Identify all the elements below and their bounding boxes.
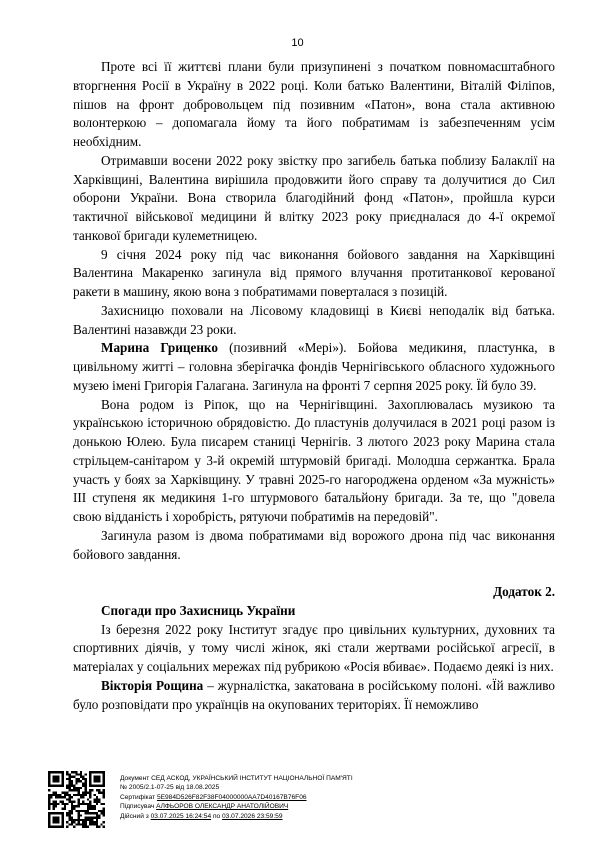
paragraph: [73, 339, 555, 395]
footer-line: № 2005/2.1-07-25 від 18.08.2025: [120, 784, 220, 792]
certificate-value: 5E984D526F82F38F04000000AA7D40167B76F06: [156, 793, 307, 801]
signer-name: АЛФЬОРОВ ОЛЕКСАНДР АНАТОЛІЙОВИЧ: [156, 803, 289, 811]
paragraph: Із березня 2022 року Інститут згадує про цивільних культурних, духовних та спортивних діячів, у тому числі жінок, які стали жертвами російської агресії, в матеріалах у соціальних мережах під рубрикою «Росія вбиває». Подаємо деякі із них.: [73, 621, 555, 674]
paragraph: Вона родом із Ріпок, що на Чернігівщині. Захоплювалась музикою та українською історичною обрядовістю. До пластунів долучилася в 2021 році разом із донькою Юлею. Була писарем станиці Чернігів. З лютого 2023 року Марина стала стрільцем-санітаром у 3-й окремій штурмовій бригаді. Молодша сержантка. Брала участь у боях за Харківщину. У травні 2025-го нагороджена орденом «За мужність» ІІІ ступеня як медикиня 1-го штурмового батальйону бригади. За те, що "довела свою відданість і хоробрість, рятуючи побратимів на передовій".: [73, 396, 555, 524]
paragraph: Захисницю поховали на Лісовому кладовищі в Києві неподалік від батька. Валентині назавжди 23 роки.: [73, 302, 555, 337]
signature-info: [120, 774, 353, 821]
paragraph: Проте всі її життєві плани були призупинені з початком повномасштабного вторгнення Росії в Україну в 2022 році. Коли батько Валентини, Віталій Філіпов, пішов на фронт добровольцем під позивним «Патон», вона стала активною волонтеркою – допомагала йому та його побратимам із забезпеченням усім необхідним.: [73, 59, 555, 149]
paragraph: [73, 677, 555, 715]
validity-from: 03.07.2025 16:24:54: [150, 812, 212, 820]
document-body: [73, 58, 555, 714]
person-name: Вікторія Рощина: [101, 677, 204, 693]
certificate-line: [120, 793, 353, 802]
page-number: 10: [291, 37, 304, 49]
paragraph: Загинула разом із двома побратимами від ворожого дрона під час виконання бойового завдання.: [73, 527, 555, 562]
qr-code-icon: [48, 771, 105, 828]
paragraph: Отримавши восени 2022 року звістку про загибель батька поблизу Балаклії на Харківщині, Валентина вирішила продовжити його справу та долучитися до Сил оборони України. Вона створила благодійний фонд «Патон», пройшла курси тактичної військової медицини й влітку 2023 року приєдналася до 4-ї окремої танкової бригади кулеметницею.: [73, 152, 555, 243]
footer-line: Документ СЕД АСКОД, УКРАЇНСЬКИЙ ІНСТИТУТ НАЦІОНАЛЬНОЇ ПАМ'ЯТІ: [120, 775, 353, 782]
signer-line: [120, 802, 353, 811]
signer-label: Підписувач: [120, 803, 157, 811]
paragraph-text: (позивний «Мері»). Бойова медикиня, пластунка, в цивільному житті – головна зберігачка фондів Чернігівського обласного художнього музею імені Григорія Галагана. Загинула на фронті 7 серпня 2025 року. Їй було 39.: [73, 340, 555, 393]
validity-label: Дійсний з: [120, 812, 151, 820]
validity-separator: по: [211, 812, 223, 820]
certificate-label: Сертифікат: [120, 793, 157, 801]
appendix-label: Додаток 2.: [493, 584, 555, 599]
section-heading: Спогади про Захисниць України: [101, 602, 296, 618]
validity-line: [120, 812, 353, 821]
validity-to: 03.07.2026 23:59:59: [222, 812, 283, 820]
person-name: Марина Гриценко: [101, 340, 218, 356]
paragraph-text: – журналістка, закатована в російському полоні. «Їй важливо було розповідати про українців на окупованих територіях. Її неможливо: [73, 677, 555, 712]
paragraph: 9 січня 2024 року під час виконання бойового завдання на Харківщині Валентина Макаренко загинула від прямого влучання протитанкової керованої ракети в машину, якою вона з побратимами поверталася з позицій.: [73, 246, 555, 299]
